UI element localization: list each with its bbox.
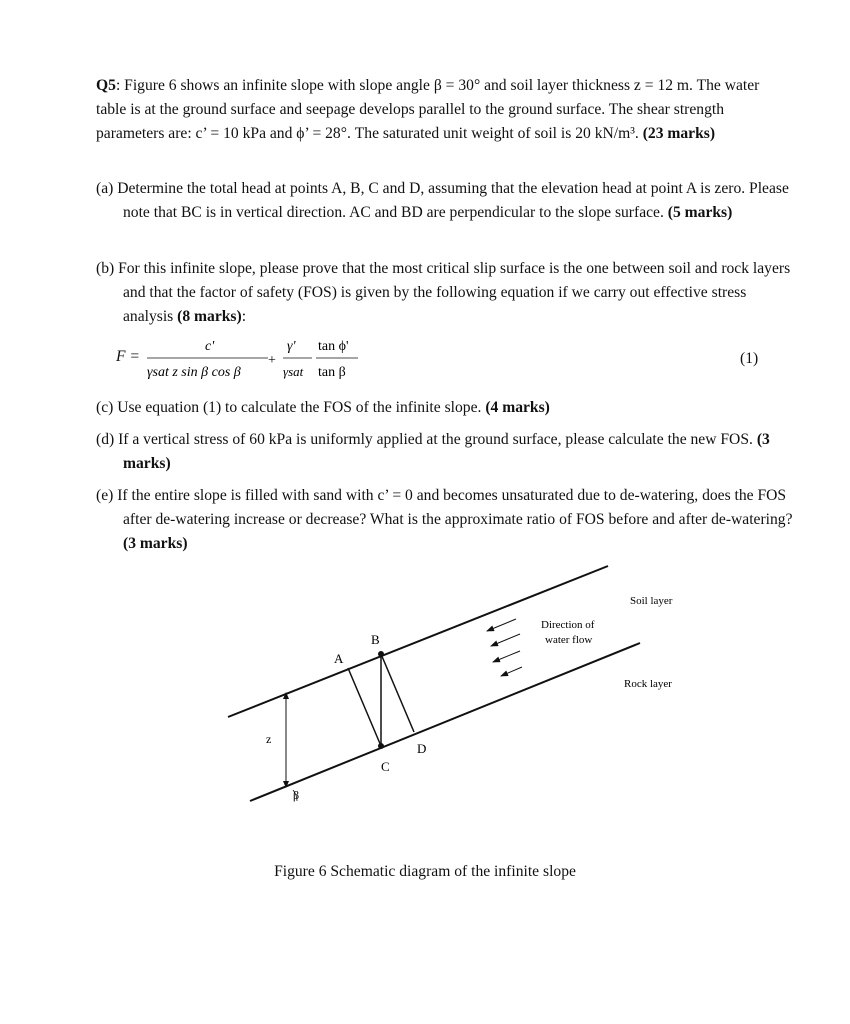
part-a-text: (a) Determine the total head at points A, B, C and D, assuming that the elevation head at point A is zero. Please note that BC is in vertical direction. AC and BD are perpendicular to the slope surface. (96, 180, 789, 221)
part-b (96, 257, 793, 329)
term1-numerator: c' (205, 339, 215, 354)
question-marks: (23 marks) (642, 125, 716, 142)
plus-sign: + (268, 353, 276, 368)
part-d (96, 428, 793, 476)
term2-denominator-gamma: γsat (283, 364, 304, 379)
flow-arrow-1 (487, 619, 516, 631)
term2-numerator-tan: tan ϕ' (318, 339, 349, 354)
term2-numerator-gamma: γ' (287, 339, 296, 354)
part-e (96, 484, 793, 556)
flow-label-line2: water flow (545, 634, 593, 646)
part-d-marks: (3 marks) (123, 431, 770, 472)
equation-lhs: F = (116, 348, 140, 365)
rock-interface-line (250, 643, 640, 801)
flow-arrow-2 (491, 634, 520, 646)
part-b-tail: : (241, 308, 247, 325)
label-C: C (381, 759, 390, 774)
label-D: D (417, 741, 427, 756)
part-e-marks: (3 marks) (123, 535, 188, 552)
infinite-slope-figure (0, 555, 850, 855)
label-A: A (334, 651, 344, 666)
question-text: : Figure 6 shows an infinite slope with slope angle β = 30° and soil layer thickness z = 12 m. The water table is at the ground surface and seepage develops parallel to the ground surface. The shear strength parameters are: c’ = 10 kPa and ϕ’ = 28°. The saturated unit weight of soil is 20 kN/m³. (96, 77, 760, 142)
part-c (96, 396, 766, 420)
term1-denominator: γsat z sin β cos β (147, 365, 241, 380)
point-C (378, 743, 384, 749)
flow-arrow-3 (493, 651, 520, 662)
z-label: z (266, 732, 272, 746)
fos-equation (0, 330, 850, 390)
line-BD (381, 654, 414, 732)
beta-label: β (293, 788, 300, 802)
part-c-marks: (4 marks) (485, 399, 550, 416)
point-B (378, 651, 384, 657)
equation-fractions (0, 330, 850, 390)
part-b-text: (b) For this infinite slope, please prove that the most critical slip surface is the one between soil and rock layers and that the factor of safety (FOS) is given by the following equation if we carry out effective stress analysis (96, 260, 791, 325)
soil-layer-label: Soil layer (630, 595, 673, 607)
flow-arrow-4 (501, 667, 522, 676)
term2-denominator-tan: tan β (318, 365, 346, 380)
part-c-text: (c) Use equation (1) to calculate the FOS of the infinite slope. (96, 399, 482, 416)
part-a (96, 177, 793, 225)
figure-caption: Figure 6 Schematic diagram of the infinite slope (274, 863, 576, 880)
flow-label-line1: Direction of (541, 619, 595, 631)
part-d-text: (d) If a vertical stress of 60 kPa is uniformly applied at the ground surface, please calculate the new FOS. (96, 431, 753, 448)
line-AC (348, 668, 381, 746)
part-a-marks: (5 marks) (667, 204, 733, 221)
part-b-marks: (8 marks) (177, 308, 242, 325)
part-e-text: (e) If the entire slope is filled with sand with c’ = 0 and becomes unsaturated due to de-watering, does the FOS after de-watering increase or decrease? What is the approximate ratio of FOS before and after de-watering? (96, 487, 793, 528)
question-number: Q5 (96, 77, 116, 94)
equation-number: (1) (740, 350, 759, 367)
label-B: B (371, 632, 380, 647)
rock-layer-label: Rock layer (624, 678, 672, 690)
question-intro (96, 74, 766, 146)
